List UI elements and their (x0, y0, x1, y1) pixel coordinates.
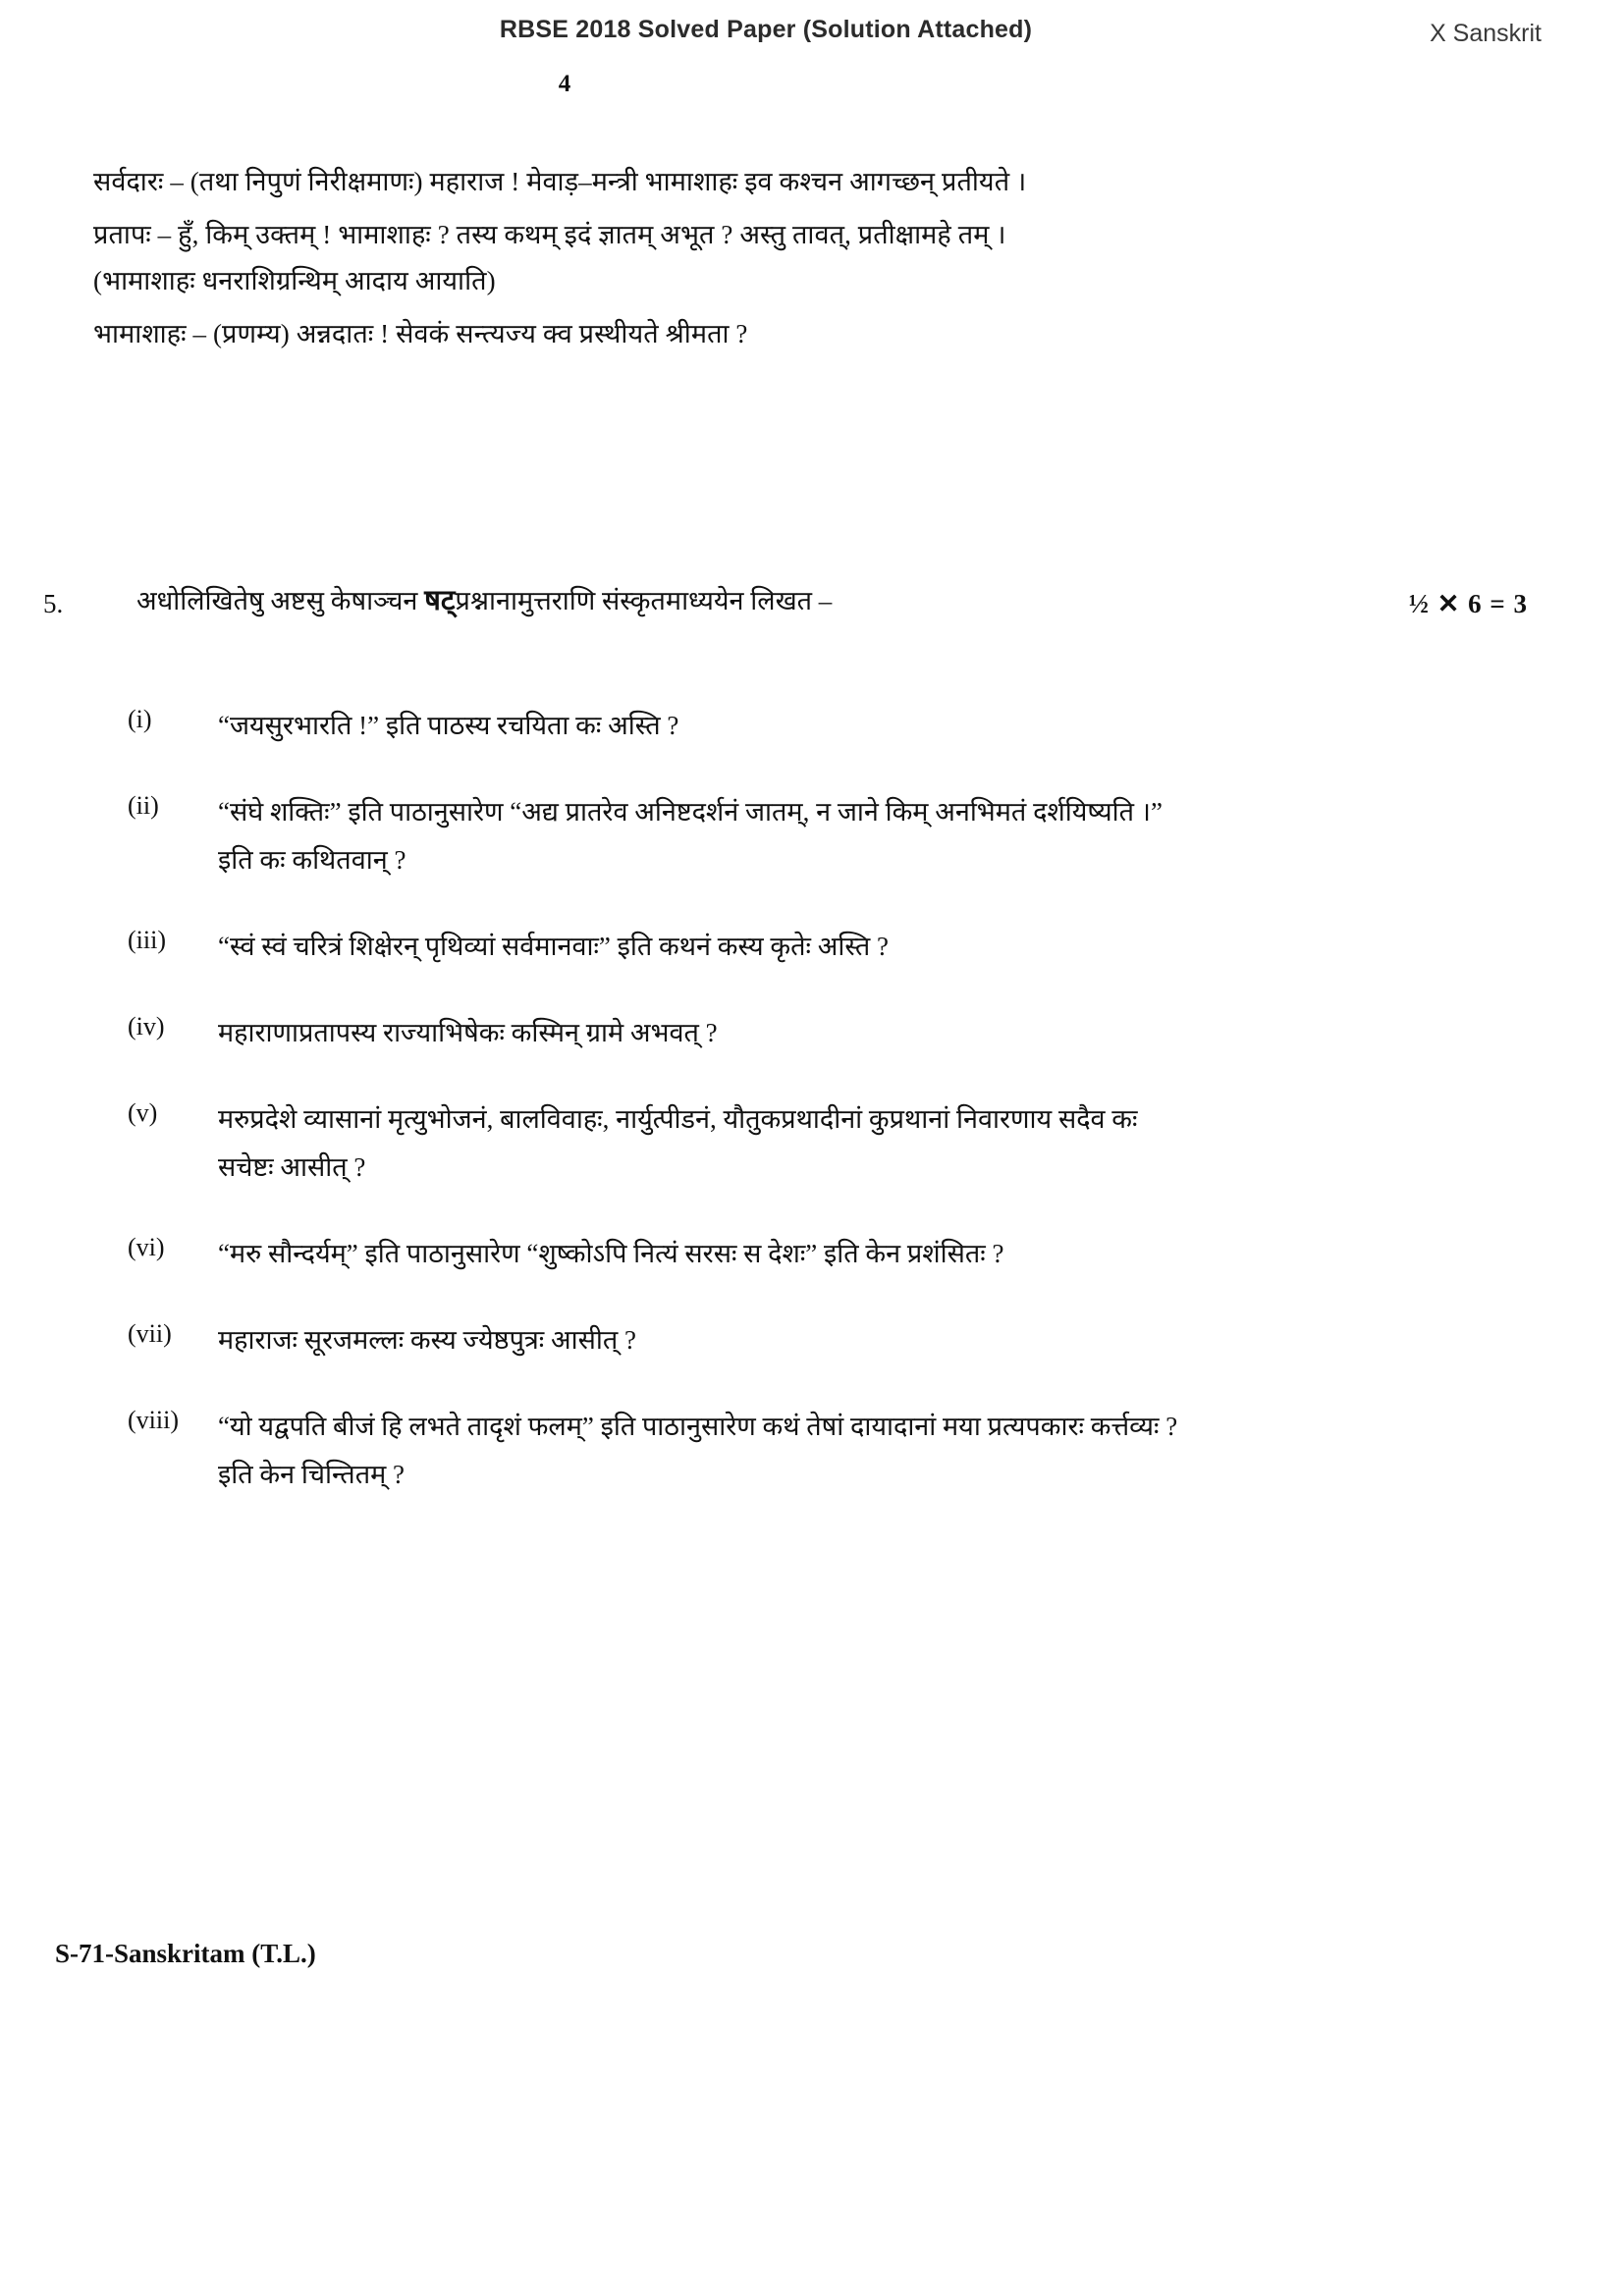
sub-question-text: महाराणाप्रतापस्य राज्याभिषेकः कस्मिन् ग्रामे अभवत् ? (218, 1017, 718, 1047)
passage-line-2: प्रतापः – हुँ, किम् उक्तम् ! भामाशाहः ? तस्य कथम् इदं ज्ञातम् अभूत ? अस्तु तावत्, प्रतीक्षामहे तम् । (93, 220, 1006, 249)
header-subject-label: X Sanskrit (1430, 20, 1542, 47)
sub-question-text: “मरु सौन्दर्यम्” इति पाठानुसारेण “शुष्कोऽपि नित्यं सरसः स देशः” इति केन प्रशंसितः ? (218, 1239, 1004, 1269)
sub-question-label: (i) (128, 705, 152, 733)
sub-question-label: (vii) (128, 1318, 172, 1348)
sub-question-body (218, 1233, 1571, 1276)
sub-question-body (218, 1406, 1571, 1497)
sub-question-body (218, 705, 1571, 748)
sub-question-v (128, 1098, 1571, 1190)
document-footer-code: S-71-Sanskritam (T.L.) (55, 1939, 316, 1968)
sub-question-body (218, 1319, 1571, 1362)
sub-question-i (128, 705, 1571, 748)
sub-question-label: (ii) (128, 790, 159, 820)
page-header (0, 16, 1624, 55)
sub-question-label: (vi) (128, 1233, 165, 1262)
passage-block (93, 169, 1546, 374)
sub-question-list (128, 705, 1571, 1540)
sub-question-vi (128, 1233, 1571, 1276)
passage-line-4: भामाशाहः – (प्रणम्य) अन्नदातः ! सेवकं सन्त्यज्य क्व प्रस्थीयते श्रीमता ? (93, 319, 748, 348)
sub-question-text: “स्वं स्वं चरित्रं शिक्षेरन् पृथिव्यां सर्वमानवाः” इति कथनं कस्य कृतेः अस्ति ? (218, 932, 889, 962)
question-5-heading (43, 587, 1585, 630)
sub-question-text: महाराजः सूरजमल्लः कस्य ज्येष्ठपुत्रः आसीत् ? (218, 1324, 636, 1355)
question-number: 5. (43, 589, 64, 618)
question-marks: ½ ✕ 6 = 3 (1408, 589, 1528, 618)
sub-question-text: “संघे शक्तिः” इति पाठानुसारेण “अद्य प्रातरेव अनिष्टदर्शनं जातम्, न जाने किम् अनभिमतं दर्शयिष्यति ।” (218, 796, 1164, 827)
sub-question-label: (iv) (128, 1011, 165, 1041)
page-number: 4 (558, 71, 571, 97)
question-stem-bold-insert: षट् (424, 585, 456, 616)
sub-question-text: “यो यद्वपति बीजं हि लभते तादृशं फलम्” इति पाठानुसारेण कथं तेषां दायादानां मया प्रत्यपकारः कर्त्तव्यः ? (218, 1411, 1178, 1441)
sub-question-text: “जयसुरभारति !” इति पाठस्य रचयिता कः अस्ति ? (218, 711, 679, 740)
sub-question-text: मरुप्रदेशे व्यासानां मृत्युभोजनं, बालविवाहः, नार्युत्पीडनं, यौतुकप्रथादीनां कुप्रथानां निवारणाय सदैव कः (218, 1103, 1138, 1134)
sub-question-continuation: सचेष्टः आसीत् ? (218, 1152, 366, 1183)
sub-question-label: (viii) (128, 1405, 179, 1434)
sub-question-vii (128, 1319, 1571, 1362)
header-title: RBSE 2018 Solved Paper (Solution Attached) (499, 16, 1033, 43)
sub-question-ii (128, 791, 1571, 882)
sub-question-label: (iii) (128, 926, 166, 955)
sub-question-body (218, 926, 1571, 969)
sub-question-iv (128, 1012, 1571, 1055)
sub-question-continuation: इति केन चिन्तितम् ? (218, 1460, 405, 1490)
sub-question-body (218, 791, 1571, 882)
sub-question-continuation: इति कः कथितवान् ? (218, 845, 406, 876)
question-5-block (43, 587, 1585, 630)
question-stem-part-1: अधोलिखितेषु अष्टसु केषाञ्चन (136, 586, 425, 615)
question-stem (136, 587, 832, 615)
sub-question-body (218, 1012, 1571, 1055)
passage-line-3: (भामाशाहः धनराशिग्रन्थिम् आदाय आयाति) (93, 266, 496, 295)
sub-question-viii (128, 1406, 1571, 1497)
question-stem-part-2: प्रश्नानामुत्तराणि संस्कृतमाध्ययेन लिखत – (455, 586, 833, 615)
passage-line-1: सर्वदारः – (तथा निपुणं निरीक्षमाणः) महाराज ! मेवाड़–मन्त्री भामाशाहः इव कश्चन आगच्छन् प्रतीयते । (93, 167, 1027, 196)
sub-question-body (218, 1098, 1571, 1190)
sub-question-iii (128, 926, 1571, 969)
sub-question-label: (v) (128, 1097, 158, 1127)
